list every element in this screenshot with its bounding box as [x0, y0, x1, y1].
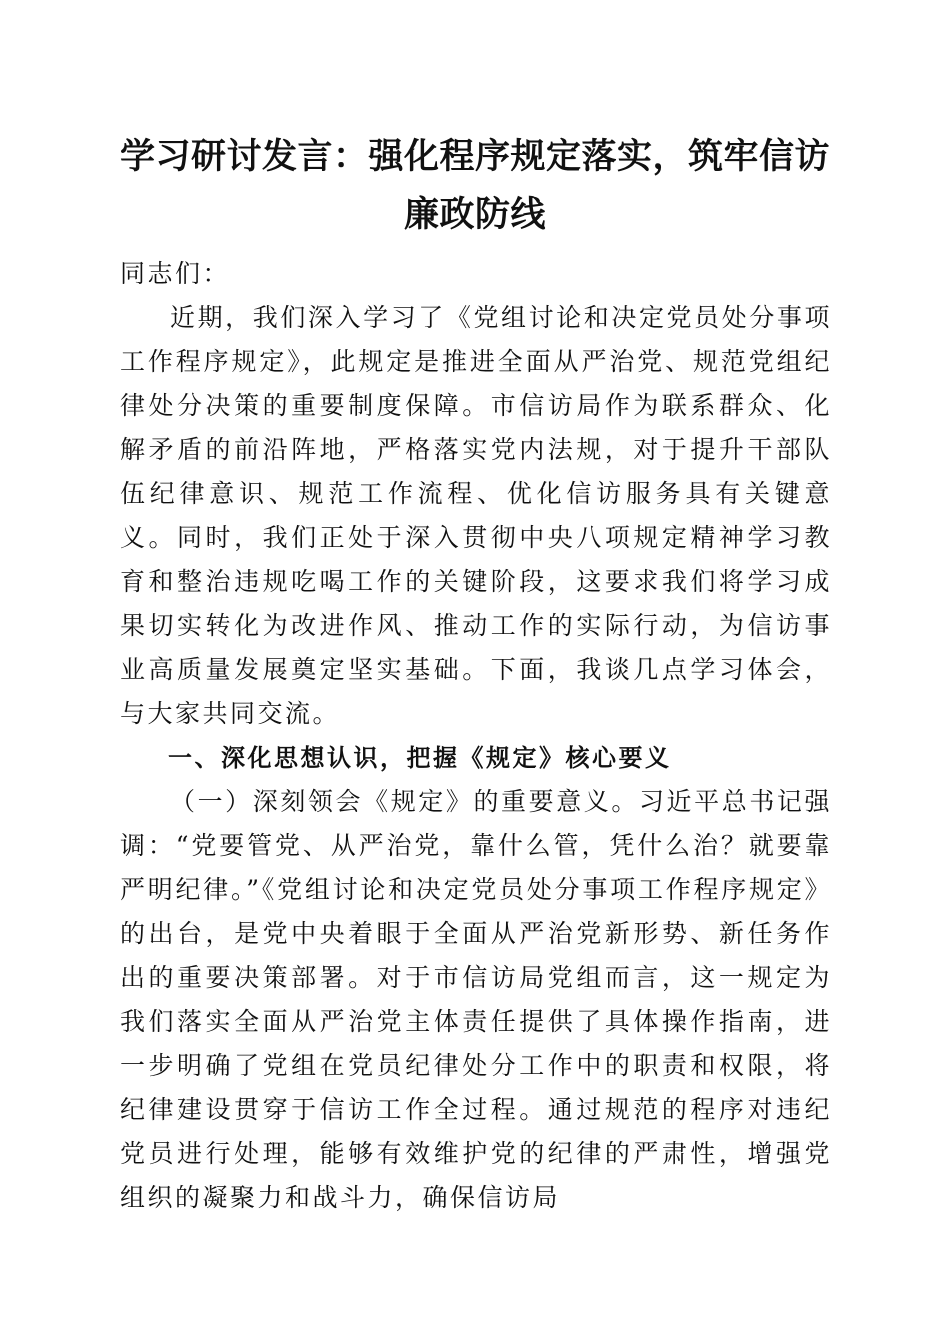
intro-paragraph: 近期，我们深入学习了《党组讨论和决定党员处分事项工作程序规定》，此规定是推进全面从严治党、规范党组纪律处分决策的重要制度保障。市信访局作为联系群众、化解矛盾的前沿阵地，严格落实党内法规，对于提升干部队伍纪律意识、规范工作流程、优化信访服务具有关键意义。同时，我们正处于深入贯彻中央八项规定精神学习教育和整治违规吃喝工作的关键阶段，这要求我们将学习成果切实转化为改进作风、推动工作的实际行动，为信访事业高质量发展奠定坚实基础。下面，我谈几点学习体会，与大家共同交流。 [120, 303, 832, 728]
salutation: 同志们： [120, 259, 231, 288]
section-heading: 一、深化思想认识，把握《规定》核心要义 [168, 744, 672, 772]
document-body [120, 252, 832, 1220]
section-paragraph: （一）深刻领会《规定》的重要意义。习近平总书记强调：“党要管党、从严治党，靠什么管，凭什么治？就要靠严明纪律。”《党组讨论和决定党员处分事项工作程序规定》的出台，是党中央着眼于全面从严治党新形势、新任务作出的重要决策部署。对于市信访局党组而言，这一规定为我们落实全面从严治党主体责任提供了具体操作指南，进一步明确了党组在党员纪律处分工作中的职责和权限，将纪律建设贯穿于信访工作全过程。通过规范的程序对违纪党员进行处理，能够有效维护党的纪律的严肃性，增强党组织的凝聚力和战斗力，确保信访局 [120, 787, 832, 1212]
document-title: 学习研讨发言：强化程序规定落实，筑牢信访廉政防线 [119, 137, 830, 235]
